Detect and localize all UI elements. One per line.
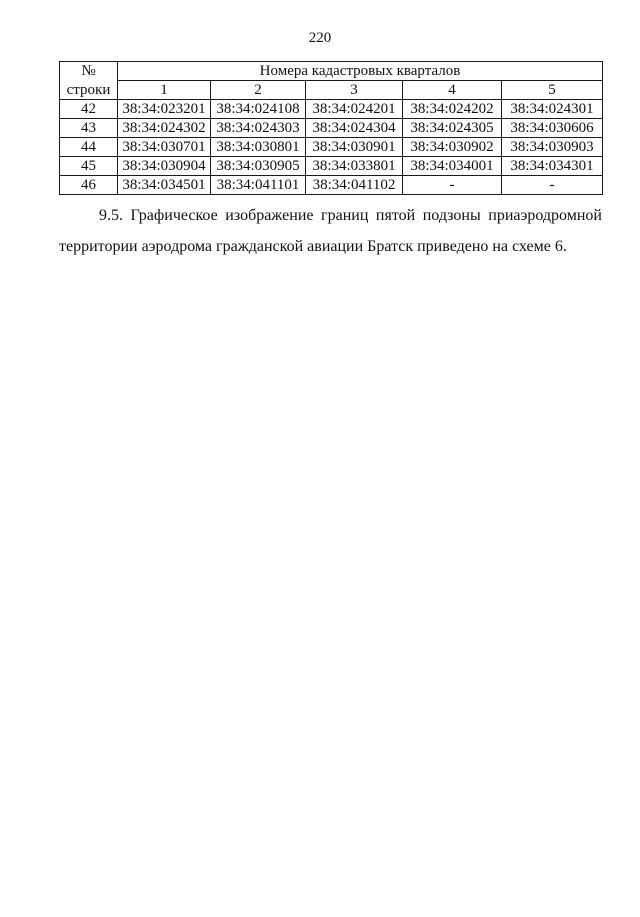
table-cell: 38:34:034501: [118, 176, 211, 195]
table-cell: 38:34:030905: [211, 157, 306, 176]
column-number: 3: [306, 81, 403, 100]
cadastral-quarters-table: [59, 61, 603, 195]
row-number: 45: [60, 157, 118, 176]
table-cell: -: [403, 176, 502, 195]
column-number: 1: [118, 81, 211, 100]
row-number: 43: [60, 119, 118, 138]
table-header-row: [60, 62, 603, 81]
column-number: 5: [502, 81, 603, 100]
body-paragraph: 9.5. Графическое изображение границ пятой подзоны приаэродромной территории аэродрома гражданской авиации Братск приведено на схеме 6.: [59, 207, 602, 255]
table-cell: 38:34:024301: [502, 100, 603, 119]
cadastral-quarters-group-header: Номера кадастровых кварталов: [118, 62, 603, 81]
table-cell: 38:34:030701: [118, 138, 211, 157]
table-row: [60, 138, 603, 157]
table-cell: 38:34:030903: [502, 138, 603, 157]
table-cell: 38:34:033801: [306, 157, 403, 176]
table-cell: 38:34:030801: [211, 138, 306, 157]
table-cell: 38:34:034001: [403, 157, 502, 176]
table-cell: -: [502, 176, 603, 195]
table-cell: 38:34:024108: [211, 100, 306, 119]
table-cell: 38:34:034301: [502, 157, 603, 176]
table-cell: 38:34:030902: [403, 138, 502, 157]
page-number: 220: [308, 30, 332, 46]
column-number: 4: [403, 81, 502, 100]
row-number-header: №: [60, 62, 118, 81]
table-cell: 38:34:024201: [306, 100, 403, 119]
row-number: 46: [60, 176, 118, 195]
row-number-header-label: строки: [60, 81, 118, 100]
row-number: 44: [60, 138, 118, 157]
table-cell: 38:34:041101: [211, 176, 306, 195]
table-cell: 38:34:041102: [306, 176, 403, 195]
table-row: [60, 157, 603, 176]
row-number: 42: [60, 100, 118, 119]
table-cell: 38:34:024305: [403, 119, 502, 138]
column-number: 2: [211, 81, 306, 100]
table-cell: 38:34:023201: [118, 100, 211, 119]
table-row: [60, 119, 603, 138]
table-cell: 38:34:024202: [403, 100, 502, 119]
table-cell: 38:34:030606: [502, 119, 603, 138]
table-cell: 38:34:024304: [306, 119, 403, 138]
table-row: [60, 100, 603, 119]
table-row: [60, 176, 603, 195]
table-column-numbers-row: [60, 81, 603, 100]
table-cell: 38:34:030904: [118, 157, 211, 176]
table-cell: 38:34:030901: [306, 138, 403, 157]
table-cell: 38:34:024302: [118, 119, 211, 138]
table-cell: 38:34:024303: [211, 119, 306, 138]
